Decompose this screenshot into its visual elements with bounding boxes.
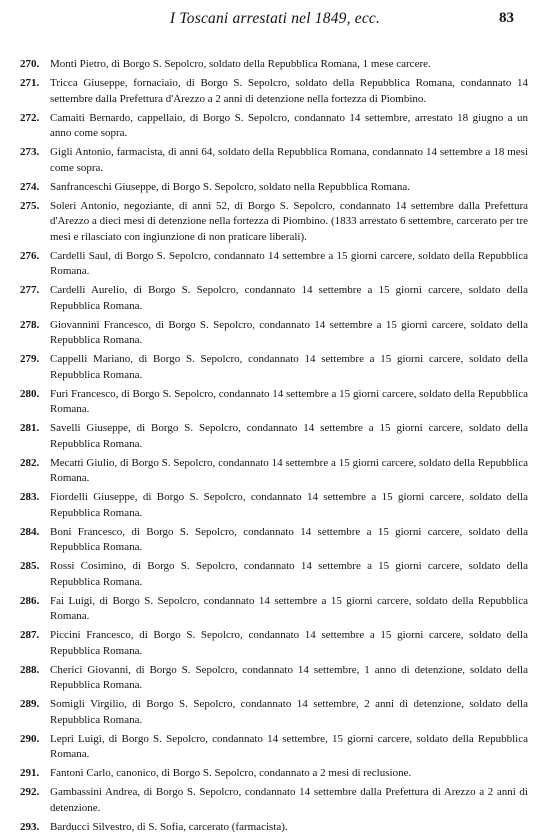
list-item [20,785,528,816]
list-item [20,559,528,590]
list-item [20,697,528,728]
list-item [20,663,528,694]
entry-text: Gambassini Andrea, di Borgo S. Sepolcro, condannato 14 settembre dalla Prefettura di Arezzo a 2 anni di detenzione. [50,786,528,814]
entry-text: Barducci Silvestro, di S. Sofia, carcerato (farmacista). [50,820,288,833]
entry-text: Giovannini Francesco, di Borgo S. Sepolcro, condannato 14 settembre a 15 giorni carcere, soldato della Repubblica Romana. [50,318,528,346]
running-title: I Toscani arrestati nel 1849, ecc. [169,10,381,27]
entry-text: Fai Luigi, di Borgo S. Sepolcro, condannato 14 settembre a 15 giorni carcere, soldato della Repubblica Romana. [50,594,528,622]
entry-number: 292. [20,786,40,798]
entry-text: Piccini Francesco, di Borgo S. Sepolcro, condannato 14 settembre a 15 giorni carcere, soldato della Repubblica Romana. [50,629,528,657]
entry-number: 289. [20,698,40,710]
list-item [20,249,528,280]
list-item [20,57,528,73]
list-item [20,594,528,625]
entry-number: 290. [20,732,40,745]
list-item [20,76,528,107]
page-number: 83 [499,10,514,26]
entry-text: Cardelli Aurelio, di Borgo S. Sepolcro, condannato 14 settembre a 15 giorni carcere, soldato della Repubblica Romana. [50,284,528,312]
entry-text: Somigli Virgilio, di Borgo S. Sepolcro, condannato 14 settembre, 2 anni di detenzione, soldato della Repubblica Romana. [50,698,528,726]
list-item [20,318,528,349]
list-item [20,199,528,246]
entry-text: Boni Francesco, di Borgo S. Sepolcro, condannato 14 settembre a 15 giorni carcere, soldato della Repubblica Romana. [50,525,528,553]
entry-text: Sanfranceschi Giuseppe, di Borgo S. Sepolcro, soldato nella Repubblica Romana. [50,180,410,193]
entry-text: Mecatti Giulio, di Borgo S. Sepolcro, condannato 14 settembre a 15 giorni carcere, soldato della Repubblica Romana. [50,456,528,484]
entry-text: Cappelli Mariano, di Borgo S. Sepolcro, condannato 14 settembre a 15 giorni carcere, soldato della Repubblica Romana. [50,353,528,381]
entry-number: 277. [20,284,40,296]
list-item [20,283,528,314]
list-item [20,387,528,418]
list-item [20,111,528,142]
entry-number: 282. [20,456,40,469]
entry-text: Tricca Giuseppe, fornaciaio, di Borgo S. Sepolcro, soldato della Repubblica Romana, condannato 14 settembre dalla Prefettura d'Arezzo a 2 anni di detenzione nella fortezza di Piombino. [50,77,528,105]
list-item [20,732,528,763]
list-item [20,352,528,383]
entry-text: Lepri Luigi, di Borgo S. Sepolcro, condannato 14 settembre, 15 giorni carcere, soldato della Repubblica Romana. [50,732,528,760]
entry-number: 284. [20,525,40,538]
running-header [0,8,550,32]
entry-number: 281. [20,422,40,434]
list-item [20,421,528,452]
entry-number: 287. [20,629,40,641]
entry-text: Camaiti Bernardo, cappellaio, di Borgo S. Sepolcro, condannato 14 settembre, arrestato 18 giugno a un anno come sopra. [50,111,528,139]
entry-text: Gigli Antonio, farmacista, di anni 64, soldato della Repubblica Romana, condannato 14 settembre a 18 mesi come sopra. [50,146,528,174]
entry-number: 276. [20,249,40,262]
entry-number: 286. [20,594,40,607]
list-item [20,180,528,196]
entry-text: Furi Francesco, di Borgo S. Sepolcro, condannato 14 settembre a 15 giorni carcere, soldato della Repubblica Romana. [50,387,528,415]
list-item [20,820,528,836]
entry-text: Monti Pietro, di Borgo S. Sepolcro, soldato della Repubblica Romana, 1 mese carcere. [50,58,431,70]
entry-number: 288. [20,663,40,676]
entry-number: 285. [20,560,40,572]
entry-text: Soleri Antonio, negoziante, di anni 52, di Borgo S. Sepolcro, condannato 14 settembre dalla Prefettura d'Arezzo a dieci mesi di detenzione nella fortezza di Piombino. (1833 arrestato 6 settembre, carcerato per tre mesi e rilasciato con ingiunzione di non praticare liberali). [50,199,528,243]
entry-number: 275. [20,199,40,212]
entry-number: 280. [20,387,40,400]
entry-number: 278. [20,318,40,331]
entry-text: Cardelli Saul, di Borgo S. Sepolcro, condannato 14 settembre a 15 giorni carcere, soldato della Repubblica Romana. [50,249,528,277]
entry-text: Fiordelli Giuseppe, di Borgo S. Sepolcro, condannato 14 settembre a 15 giorni carcere, soldato della Repubblica Romana. [50,491,528,519]
entry-number: 293. [20,820,40,833]
entry-number: 270. [20,58,40,70]
entry-number: 283. [20,491,40,503]
entry-text: Fantoni Carlo, canonico, di Borgo S. Sepolcro, condannato a 2 mesi di reclusione. [50,767,412,779]
entry-list [20,57,528,839]
list-item [20,456,528,487]
list-item [20,525,528,556]
entry-text: Savelli Giuseppe, di Borgo S. Sepolcro, condannato 14 settembre a 15 giorni carcere, soldato della Repubblica Romana. [50,422,528,450]
entry-number: 271. [20,77,40,89]
entry-number: 291. [20,767,40,779]
list-item [20,145,528,176]
entry-number: 279. [20,353,40,365]
list-item [20,766,528,782]
entry-number: 273. [20,146,40,158]
entry-text: Rossi Cosimino, di Borgo S. Sepolcro, condannato 14 settembre a 15 giorni carcere, soldato della Repubblica Romana. [50,560,528,588]
list-item [20,490,528,521]
entry-text: Cherici Giovanni, di Borgo S. Sepolcro, condannato 14 settembre, 1 anno di detenzione, soldato della Repubblica Romana. [50,663,528,691]
entry-number: 272. [20,111,40,124]
entry-number: 274. [20,180,40,193]
list-item [20,628,528,659]
